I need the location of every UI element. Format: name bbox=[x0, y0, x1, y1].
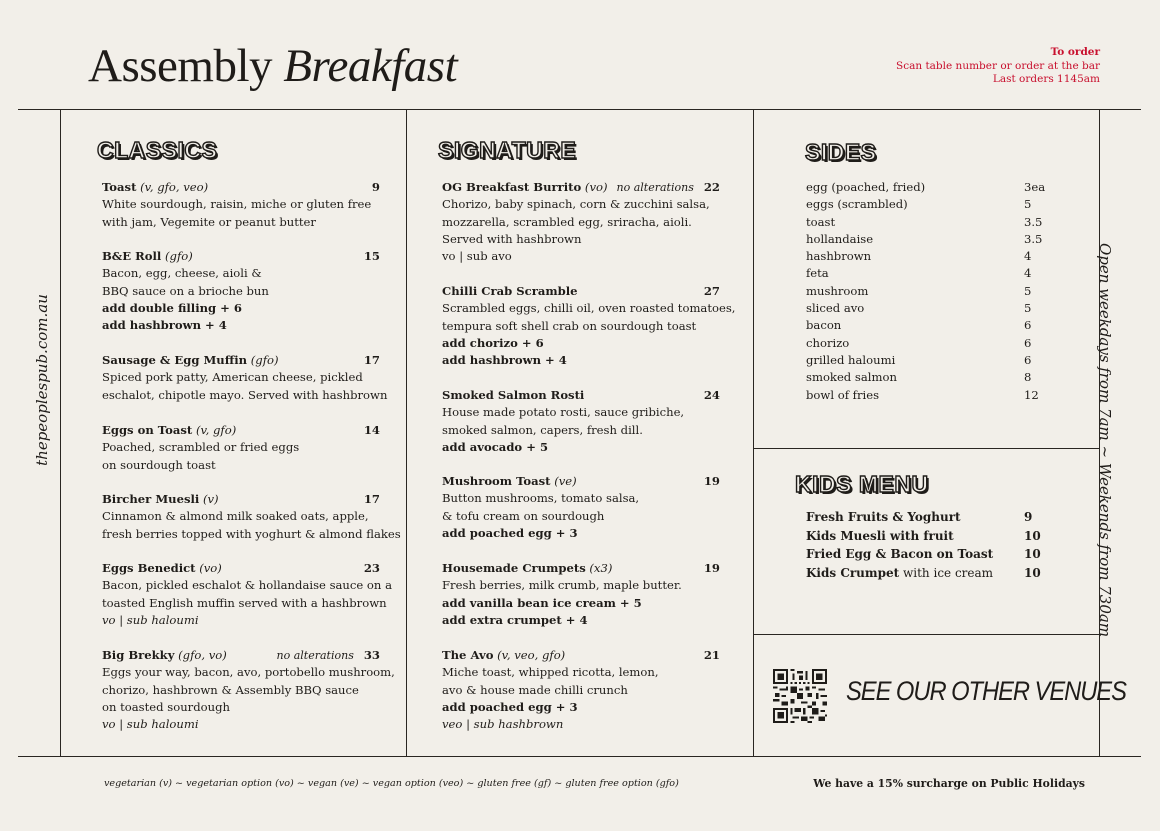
other-venues-link[interactable]: SEE OUR OTHER VENUES bbox=[846, 676, 1126, 706]
side-item: mushroom 5 bbox=[806, 283, 1032, 298]
menu-item-chilli-crab-scramble: Chilli Crab Scramble 27 Scrambled eggs, chilli oil, oven roasted tomatoes, tempura soft shell crab on sourdough toast add chorizo + 6 add hashbrown + 4 bbox=[442, 284, 736, 368]
opening-hours-text: Open weekdays from 7am ~ Weekends from 730am bbox=[1096, 242, 1114, 638]
menu-item-eggs-benedict: Eggs Benedict (vo) 23 Bacon, pickled eschalot & hollandaise sauce on a toasted English muffin served with a hashbrown vo | sub haloumi bbox=[102, 561, 392, 627]
menu-item-bircher-muesli: Bircher Muesli (v) 17 Cinnamon & almond milk soaked oats, apple, fresh berries topped with yoghurt & almond flakes bbox=[102, 492, 401, 541]
dietary-legend: vegetarian (v) ~ vegetarian option (vo) ~ vegan (ve) ~ vegan option (veo) ~ gluten free (gf) ~ gluten free option (gfo) bbox=[104, 778, 679, 789]
order-title: To order bbox=[1050, 46, 1100, 58]
side-item: sliced avo 5 bbox=[806, 301, 1032, 316]
top-rule bbox=[18, 109, 1141, 110]
kids-item: Kids Muesli with fruit 10 bbox=[806, 528, 1041, 543]
menu-item-eggs-on-toast: Eggs on Toast (v, gfo) 14 Poached, scrambled or fried eggs on sourdough toast bbox=[102, 423, 380, 472]
qr-code-icon[interactable] bbox=[773, 669, 827, 723]
side-item: bacon 6 bbox=[806, 318, 1032, 333]
menu-item-be-roll: B&E Roll (gfo) 15 Bacon, egg, cheese, aioli & BBQ sauce on a brioche bun add double filling + 6 add hashbrown + 4 bbox=[102, 249, 380, 333]
order-line-2: Last orders 1145am bbox=[992, 73, 1100, 85]
order-info bbox=[896, 46, 1100, 87]
website-text[interactable]: thepeoplespub.com.au bbox=[33, 294, 51, 466]
title-italic: Breakfast bbox=[283, 40, 458, 92]
kids-venues-divider bbox=[753, 634, 1100, 635]
sides-heading: SIDES bbox=[805, 139, 877, 165]
kids-item: Fresh Fruits & Yoghurt 9 bbox=[806, 510, 1033, 524]
side-item: grilled haloumi 6 bbox=[806, 352, 1032, 367]
side-item: smoked salmon 8 bbox=[806, 370, 1032, 385]
menu-item-og-breakfast-burrito: OG Breakfast Burrito (vo) no alterations 22 Chorizo, baby spinach, corn & zucchini salsa, mozzarella, scrambled egg, sriracha, aioli. Served with hashbrown vo | sub avo bbox=[442, 180, 720, 264]
col-divider-2 bbox=[753, 109, 754, 757]
side-item: hashbrown 4 bbox=[806, 249, 1032, 264]
side-item: feta 4 bbox=[806, 266, 1032, 281]
menu-item-big-brekky: Big Brekky (gfo, vo) no alterations 33 Eggs your way, bacon, avo, portobello mushroom, chorizo, hashbrown & Assembly BBQ sauce on toasted sourdough vo | sub haloumi bbox=[102, 648, 395, 732]
menu-item-housemade-crumpets: Housemade Crumpets (x3) 19 Fresh berries, milk crumb, maple butter. add vanilla bean ice cream + 5 add extra crumpet + 4 bbox=[442, 561, 720, 627]
kids-menu-list bbox=[806, 508, 1056, 582]
side-item: hollandaise 3.5 bbox=[806, 231, 1043, 246]
classics-heading: CLASSICS bbox=[97, 137, 218, 163]
kids-item: Fried Egg & Bacon on Toast 10 bbox=[806, 547, 1041, 561]
menu-item-sausage-egg-muffin: Sausage & Egg Muffin (gfo) 17 Spiced pork patty, American cheese, pickled eschalot, chipotle mayo. Served with hashbrown bbox=[102, 353, 388, 402]
kids-item: Kids Crumpet with ice cream 10 bbox=[806, 565, 1041, 580]
bottom-rule bbox=[18, 756, 1141, 757]
side-item: eggs (scrambled) 5 bbox=[806, 197, 1032, 212]
menu-item-the-avo: The Avo (v, veo, gfo) 21 Miche toast, whipped ricotta, lemon, avo & house made chilli crunch add poached egg + 3 veo | sub hashbrown bbox=[442, 648, 720, 732]
kids-heading: KIDS MENU bbox=[795, 471, 929, 497]
side-item: chorizo 6 bbox=[806, 335, 1032, 350]
menu-item-toast: Toast (v, gfo, veo) 9 White sourdough, raisin, miche or gluten free with jam, Vegemite or peanut butter bbox=[102, 180, 380, 229]
left-rule bbox=[60, 109, 61, 757]
menu-item-mushroom-toast: Mushroom Toast (ve) 19 Button mushrooms, tomato salsa, & tofu cream on sourdough add poached egg + 3 bbox=[442, 474, 720, 540]
side-item: egg (poached, fried) 3ea bbox=[806, 180, 1046, 194]
sides-kids-divider bbox=[753, 448, 1100, 449]
order-line-1: Scan table number or order at the bar bbox=[896, 59, 1100, 72]
menu-item-smoked-salmon-rosti: Smoked Salmon Rosti 24 House made potato rosti, sauce gribiche, smoked salmon, capers, fresh dill. add avocado + 5 bbox=[442, 388, 720, 454]
surcharge-note: We have a 15% surcharge on Public Holidays bbox=[813, 777, 1085, 790]
side-item: toast 3.5 bbox=[806, 214, 1043, 229]
side-item: bowl of fries 12 bbox=[806, 387, 1039, 402]
signature-heading: SIGNATURE bbox=[438, 137, 577, 163]
sides-list bbox=[806, 179, 1056, 404]
title-main: Assembly bbox=[88, 40, 272, 92]
page-title bbox=[88, 38, 457, 94]
col-divider-1 bbox=[406, 109, 407, 757]
